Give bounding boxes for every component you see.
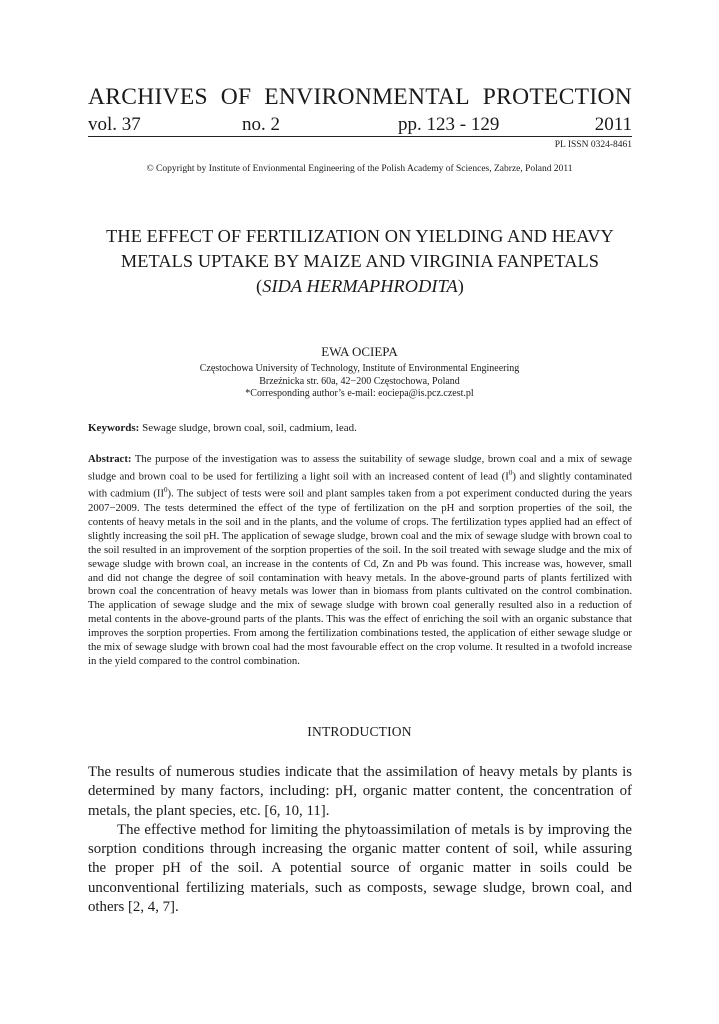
abstract-text: ). The subject of tests were soil and plant samples taken from a pot experiment conducted during the years 2007−2009. The tests determined the effect of the type of fertilization on the pH and sorption properties of the soil, the contents of heavy metals in the soil and in the plants, and the volume of crops. The fertilization types applied had an effect of slightly increasing the soil pH. The application of sewage sludge, brown coal and the mix of sewage sludge with brown coal to the soil resulted in an improvement of the sorption properties of the soil. In the soil treated with sewage sludge and the mix of sewage sludge with brown coal, an increase in the contents of Cd, Zn and Pb was found. This increase was, however, small and did not change the degree of soil contamination with heavy metals. In the above-ground parts of plants fertilized with brown coal the concentration of heavy metals was lower than in biomass from plants cultivated on the control combination. The application of sewage sludge and the mix of sewage sludge with brown coal generally resulted also in a reduction of metal contents in the above-ground parts of the plants. This was the effect of enriching the soil with an organic substance that improves the sorption properties. From among the fertilization combinations tested, the application of either sewage sludge or the mix of sewage sludge with brown coal had the most favourable effect on the crop volume. It resulted in a twofold increase in the yield compared to the control combination. xyxy=(88,487,632,668)
title-text: THE EFFECT OF FERTILIZATION ON YIELDING AND HEAVY METALS UPTAKE BY MAIZE AND VIRGINIA FANPETALS ( xyxy=(106,226,614,296)
article-title xyxy=(100,224,620,299)
keywords-label: Keywords: xyxy=(88,422,140,434)
volume: vol. 37 xyxy=(88,114,141,135)
title-species: SIDA HERMAPHRODITA xyxy=(262,276,458,296)
keywords-text: Sewage sludge, brown coal, soil, cadmium, lead. xyxy=(142,422,357,434)
journal-word: ARCHIVES xyxy=(88,84,208,110)
affiliation-address: Brzeźnicka str. 60a, 42−200 Częstochowa, Poland xyxy=(259,375,460,387)
superscript: 0 xyxy=(164,486,168,495)
affiliation xyxy=(0,363,719,401)
abstract-text: The purpose of the investigation was to assess the suitability of sewage sludge, brown coal and a mix of sewage sludge and brown coal to be used for fertilizing a light soil with an increased content of lead (I xyxy=(88,453,632,483)
journal-word: PROTECTION xyxy=(482,84,632,110)
keywords xyxy=(88,421,632,435)
journal-word: OF xyxy=(220,84,252,110)
abstract-label: Abstract: xyxy=(88,453,132,465)
copyright-notice: © Copyright by Institute of Envionmental Engineering of the Polish Academy of Sciences, Zabrze, Poland 2011 xyxy=(146,164,573,174)
author-name: EWA OCIEPA xyxy=(321,344,398,359)
page-range: pp. 123 - 129 xyxy=(398,114,500,135)
abstract-text: ) and slightly contaminated with cadmium (II xyxy=(88,470,632,500)
section-heading: INTRODUCTION xyxy=(307,724,412,739)
affiliation-institution: Częstochowa University of Technology, Institute of Environmental Engineering xyxy=(199,363,520,374)
corresponding-email: *Corresponding author’s e-mail: eociepa@is.pcz.czest.pl xyxy=(245,388,474,399)
paragraph: The results of numerous studies indicate that the assimilation of heavy metals by plants is determined by many factors, including: pH, organic matter content, the concentration of metals, the plant species, etc. [6, 10, 11]. xyxy=(88,764,632,819)
issn: PL ISSN 0324-8461 xyxy=(554,140,632,150)
journal-title xyxy=(88,84,632,110)
issue-number: no. 2 xyxy=(242,114,280,135)
journal-word: ENVIRONMENTAL xyxy=(264,84,470,110)
header-divider xyxy=(88,136,632,137)
paragraph: The effective method for limiting the phytoassimilation of metals is by improving the sorption conditions through increasing the organic matter content of soil, while assuring the proper pH of the soil. A potential source of organic matter in soils could be unconventional fertilizing materials, such as composts, sewage sludge, brown coal, and others [2, 4, 7]. xyxy=(88,821,632,916)
superscript: 0 xyxy=(508,468,513,477)
year: 2011 xyxy=(594,114,632,135)
introduction-body xyxy=(88,763,632,917)
title-close: ) xyxy=(457,276,464,296)
abstract xyxy=(88,453,632,669)
